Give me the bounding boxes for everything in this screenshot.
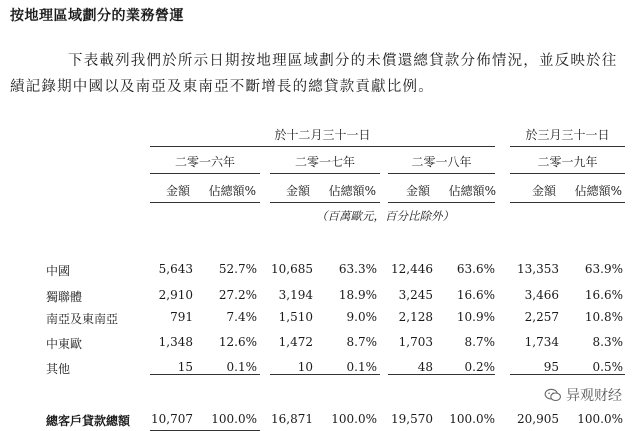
year-rule (150, 173, 260, 174)
table-cell: 10.9% (456, 310, 495, 324)
table-cell: 2,257 (524, 310, 559, 324)
table-cell: 1,348 (158, 335, 193, 349)
table-cell: 16.6% (456, 288, 495, 302)
header-march: 於三月三十一日 (525, 128, 610, 142)
year-rule (270, 173, 380, 174)
table-cell: 0.5% (592, 360, 623, 374)
year-2016: 二零一六年 (174, 155, 235, 169)
total-cell: 100.0% (331, 412, 377, 426)
subheader-percent: 佔總額% (574, 184, 622, 198)
year-2018: 二零一八年 (411, 155, 472, 169)
table-cell: 8.3% (592, 335, 623, 349)
row-label: 中國 (46, 264, 71, 278)
table-cell: 12.6% (218, 335, 257, 349)
table-cell: 3,466 (524, 288, 559, 302)
table-cell: 8.7% (464, 335, 495, 349)
subheader-rule (510, 202, 625, 203)
subheader-percent: 佔總額% (328, 184, 376, 198)
table-cell: 52.7% (218, 262, 257, 276)
total-cell: 100.0% (211, 412, 257, 426)
table-cell: 3,194 (278, 288, 313, 302)
table-cell: 1,734 (524, 335, 559, 349)
table-cell: 2,910 (158, 288, 193, 302)
table-cell: 95 (543, 360, 559, 374)
watermark (544, 385, 622, 405)
year-2017: 二零一七年 (294, 155, 355, 169)
table-cell: 27.2% (218, 288, 257, 302)
table-cell: 10.8% (584, 310, 623, 324)
total-cell: 20,905 (517, 412, 559, 426)
table-cell: 0.2% (464, 360, 495, 374)
table-cell: 1,472 (278, 335, 313, 349)
table-cell: 8.7% (346, 335, 377, 349)
subheader-amount: 金額 (165, 184, 190, 198)
unit-note: （百萬歐元，百分比除外） (316, 209, 454, 223)
table-cell: 15 (177, 360, 193, 374)
year-rule (388, 173, 495, 174)
row-label: 獨聯體 (46, 290, 83, 304)
total-cell: 100.0% (449, 412, 495, 426)
paragraph-line-1: 下表載列我們於所示日期按地理區域劃分的未償還總貸款分佈情況，並反映於往 (68, 53, 618, 69)
watermark-text: 异观财经 (566, 388, 622, 404)
subheader-rule (388, 202, 495, 203)
total-rule (388, 374, 495, 375)
total-cell: 16,871 (271, 412, 313, 426)
table-cell: 0.1% (346, 360, 377, 374)
total-cell: 10,707 (151, 412, 193, 426)
total-label: 總客戶貸款總額 (46, 414, 131, 428)
subheader-amount: 金額 (531, 184, 556, 198)
year-rule (510, 173, 625, 174)
paragraph-line-2: 績記錄期中國以及南亞及東南亞不斷增長的總貸款貢獻比例。 (10, 79, 434, 95)
table-cell: 1,703 (398, 335, 433, 349)
year-2019: 二零一九年 (537, 155, 598, 169)
table-cell: 12,446 (391, 262, 433, 276)
header-december: 於十二月三十一日 (274, 128, 371, 142)
wechat-icon (544, 388, 562, 402)
row-label: 中東歐 (46, 337, 83, 351)
table-cell: 16.6% (584, 288, 623, 302)
table-cell: 13,353 (517, 262, 559, 276)
subheader-percent: 佔總額% (208, 184, 256, 198)
subheader-percent: 佔總額% (448, 184, 496, 198)
total-rule (510, 374, 625, 375)
table-cell: 18.9% (338, 288, 377, 302)
table-cell: 63.6% (456, 262, 495, 276)
intro-paragraph (10, 48, 635, 100)
table-cell: 10 (297, 360, 313, 374)
total-rule (270, 374, 380, 375)
total-rule (150, 374, 260, 375)
table-cell: 0.1% (226, 360, 257, 374)
subheader-rule (270, 202, 380, 203)
table-cell: 9.0% (346, 310, 377, 324)
row-label: 其他 (46, 362, 71, 376)
total-cell: 19,570 (391, 412, 433, 426)
table-cell: 3,245 (398, 288, 433, 302)
table-cell: 791 (170, 310, 193, 324)
table-cell: 2,128 (398, 310, 433, 324)
table-cell: 48 (417, 360, 433, 374)
table-cell: 10,685 (271, 262, 313, 276)
subheader-amount: 金額 (405, 184, 430, 198)
table-cell: 5,643 (158, 262, 193, 276)
table-cell: 63.3% (338, 262, 377, 276)
table-cell: 63.9% (584, 262, 623, 276)
row-label: 南亞及東南亞 (46, 312, 119, 326)
subheader-amount: 金額 (285, 184, 310, 198)
total-cell: 100.0% (577, 412, 623, 426)
page-title: 按地理區域劃分的業務營運 (10, 8, 184, 24)
table-cell: 7.4% (226, 310, 257, 324)
table-cell: 1,510 (278, 310, 313, 324)
header-rule (510, 146, 625, 147)
subheader-rule (150, 202, 260, 203)
header-rule (150, 146, 495, 147)
